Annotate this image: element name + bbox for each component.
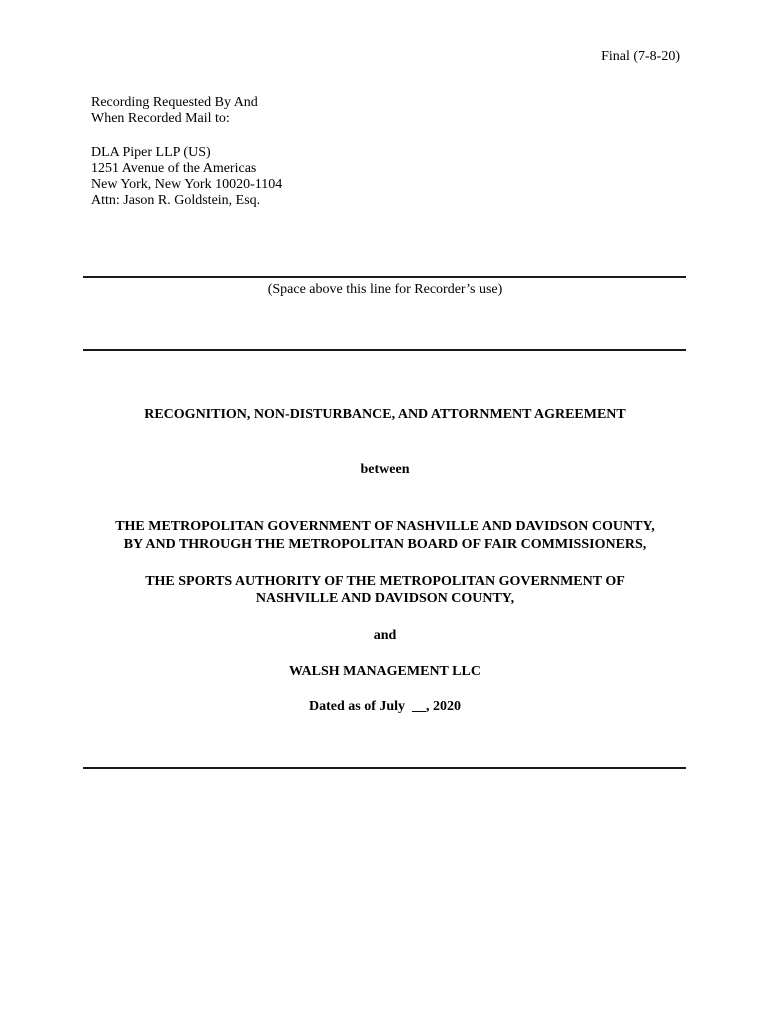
agreement-title: RECOGNITION, NON-DISTURBANCE, AND ATTORNMENT AGREEMENT <box>144 407 626 422</box>
party-3: WALSH MANAGEMENT LLC <box>289 664 481 679</box>
recorder-space-divider-top <box>83 276 686 278</box>
title-page-bottom-divider <box>83 767 686 769</box>
address-street: 1251 Avenue of the Americas <box>91 161 257 176</box>
recording-requested-block <box>91 95 258 127</box>
dated-line: Dated as of July __, 2020 <box>308 699 462 714</box>
between-label: between <box>360 462 410 477</box>
mail-to-address-block <box>91 145 282 209</box>
address-firm: DLA Piper LLP (US) <box>91 145 211 160</box>
recorder-space-divider-bottom <box>83 349 686 351</box>
party-2-line-1: THE SPORTS AUTHORITY OF THE METROPOLITAN GOVERNMENT OF <box>145 574 625 589</box>
address-city: New York, New York 10020-1104 <box>91 177 283 192</box>
recording-line-2: When Recorded Mail to: <box>91 111 230 126</box>
and-label: and <box>373 628 397 643</box>
recorder-use-note: (Space above this line for Recorder’s use) <box>267 282 503 297</box>
address-attn: Attn: Jason R. Goldstein, Esq. <box>91 193 261 208</box>
party-1-line-2: BY AND THROUGH THE METROPOLITAN BOARD OF FAIR COMMISSIONERS, <box>123 537 647 552</box>
draft-version-label: Final (7-8-20) <box>601 49 680 64</box>
party-2-line-2: NASHVILLE AND DAVIDSON COUNTY, <box>255 591 515 606</box>
recording-line-1: Recording Requested By And <box>91 95 258 110</box>
party-1-line-1: THE METROPOLITAN GOVERNMENT OF NASHVILLE AND DAVIDSON COUNTY, <box>115 519 655 534</box>
